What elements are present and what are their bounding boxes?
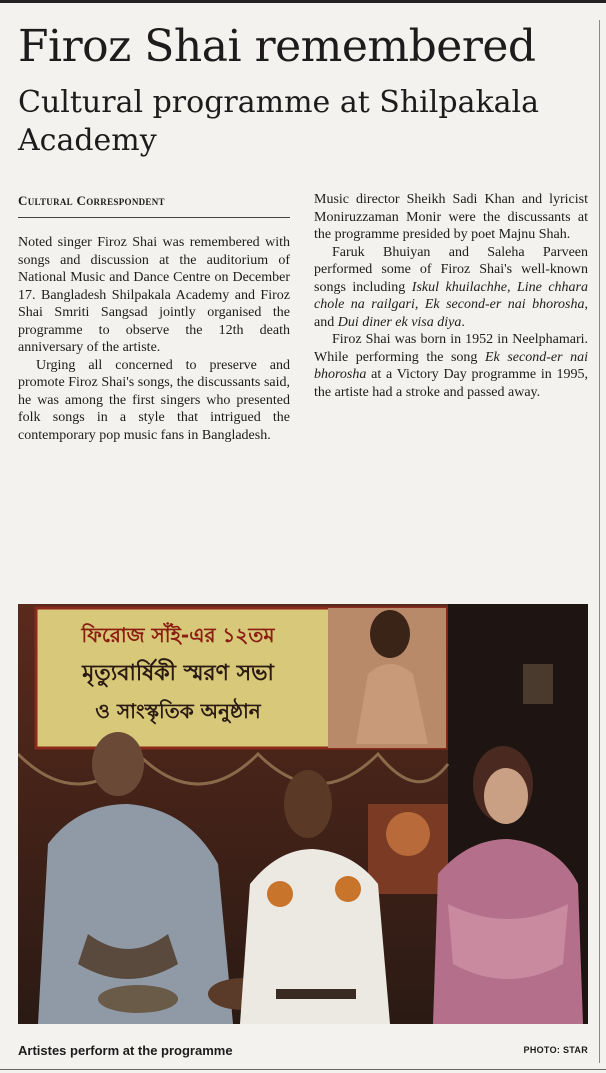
headline: Firoz Shai remembered (18, 21, 536, 72)
banner-text-line: ফিরোজ সাঁই-এর ১২তম (81, 623, 275, 647)
banner-text-line: ও সাংস্কৃতিক অনুষ্ঠান (95, 699, 261, 723)
paragraph: Noted singer Firoz Shai was remembered with songs and discussion at the auditorium of National Music and Dance Centre on December 17. Bangladesh Shilpakala Academy and Firoz Shai Smriti Sangsad jointly organised the programme to observe the 12th death anniversary of the artiste. (18, 235, 290, 355)
bottom-rule (0, 1069, 606, 1070)
paragraph (314, 331, 588, 401)
paragraph-text: at a Victory Day programme in 1995, the artiste had a stroke and passed away. (314, 367, 588, 400)
paragraph: Urging all concerned to preserve and promote Firoz Shai's songs, the discussants said, he was among the first singers who presented folk songs in a style that intrigued the contemporary pop music fans in Bangladesh. (18, 357, 290, 443)
right-column (314, 191, 588, 401)
song-title: Ek second-er nai bhorosha (314, 349, 588, 382)
column-rule (599, 20, 600, 1063)
song-title: Dui diner ek visa diya (337, 314, 462, 330)
paragraph: Faruk Bhuiyan and Saleha Parveen performed some of Firoz Shai's well-known songs including Iskul khuilachhe, Line chhara chole na railgari, Ek second-er nai bhorosha, and Dui diner ek visa diya. (314, 244, 589, 330)
news-photo (18, 604, 588, 1024)
song-title: Ek second-er nai bhorosha (424, 297, 585, 312)
left-column (18, 234, 290, 444)
stage-banner (36, 608, 446, 748)
photo-caption: Artistes perform at the programme (18, 1043, 233, 1058)
top-rule (0, 0, 606, 3)
song-title: Line chhara chole na railgari (314, 279, 589, 312)
byline-text: Cultural Correspondent (18, 193, 165, 208)
paragraph-text: Faruk Bhuiyan and Saleha Parveen performed some of Firoz Shai's well-known songs including (314, 244, 588, 295)
paragraph-text: Firoz Shai was born in 1952 in Neelphamari. While performing the song (314, 332, 588, 365)
banner-text-line: মৃত্যুবার্ষিকী স্মরণ সভা (82, 661, 274, 686)
photo-credit: PHOTO: STAR (523, 1045, 588, 1055)
photo-illustration (18, 604, 588, 1024)
song-title: Iskul khuilachhe (411, 279, 507, 295)
subhead: Cultural programme at Shilpakala Academy (18, 85, 540, 158)
paragraph: Music director Sheikh Sadi Khan and lyricist Moniruzzaman Monir were the discussants at the programme presided by poet Majnu Shah. (314, 192, 588, 242)
byline (18, 193, 290, 218)
